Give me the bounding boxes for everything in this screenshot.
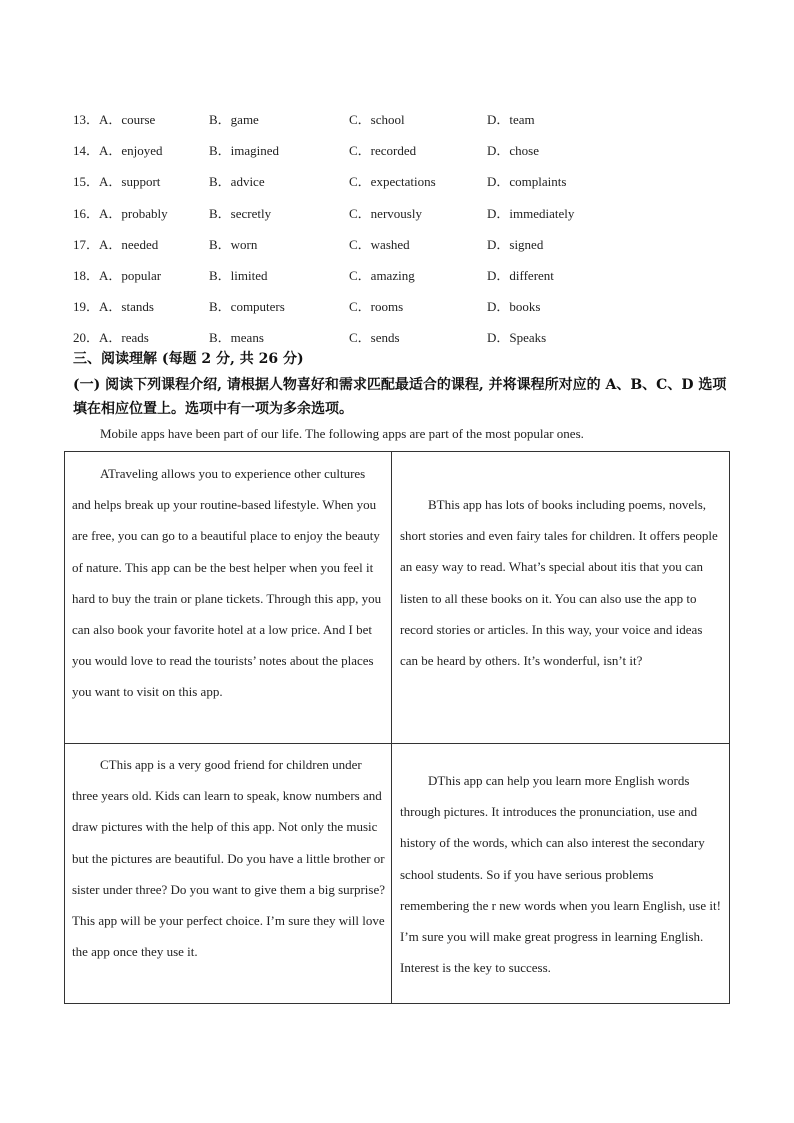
app-c-label: C xyxy=(100,757,109,772)
table-divider-horizontal xyxy=(65,743,729,744)
instructions: (一) 阅读下列课程介绍, 请根据人物喜好和需求匹配最适合的课程, 并将课程所对应的 A、B、C、D 选项填在相应位置上。选项中有一项为多余选项。 xyxy=(73,377,727,417)
option-b: B．means xyxy=(209,330,264,346)
question-row xyxy=(73,165,733,196)
question-row xyxy=(73,134,733,165)
question-row xyxy=(73,197,733,228)
option-c: C．nervously xyxy=(349,205,422,221)
option-a: A．enjoyed xyxy=(99,143,163,159)
option-d: D．complaints xyxy=(487,174,567,190)
cloze-options xyxy=(73,103,733,353)
question-number: 20． xyxy=(73,330,100,346)
question-row xyxy=(73,103,733,134)
app-b-cell xyxy=(400,489,722,676)
option-b: B．imagined xyxy=(209,143,280,159)
option-d: D．books xyxy=(487,299,541,315)
option-c: C．rooms xyxy=(349,299,404,315)
apps-table xyxy=(64,451,730,1004)
option-b: B．advice xyxy=(209,174,265,190)
app-d-label: D xyxy=(428,773,438,788)
app-d-text: This app can help you learn more English words through pictures. It introduces the pronunciation, use and history of the words, which can also interest the secondary school students. So if you have serious problems remembering the r new words when you learn English, use it! I’m sure you will make great progress in learning English. Interest is the key to success. xyxy=(400,773,721,976)
option-a: A．support xyxy=(99,174,161,190)
option-a: A．popular xyxy=(99,268,162,284)
option-c: C．sends xyxy=(349,330,400,346)
option-c: C．recorded xyxy=(349,143,417,159)
option-d: D．team xyxy=(487,112,535,128)
option-d: D．immediately xyxy=(487,205,575,221)
app-a-cell xyxy=(72,458,385,708)
question-number: 14． xyxy=(73,143,100,159)
option-c: C．expectations xyxy=(349,174,436,190)
app-b-text: This app has lots of books including poems, novels, short stories and even fairy tales for children. It offers people an easy way to read. What’s special about itis that you can listen to all these books on it. You can also use the app to record stories or articles. In this way, your voice and ideas can be heard by others. It’s wonderful, isn’t it? xyxy=(400,497,718,669)
option-c: C．school xyxy=(349,112,405,128)
option-b: B．worn xyxy=(209,236,258,252)
option-d: D．chose xyxy=(487,143,539,159)
option-c: C．washed xyxy=(349,236,410,252)
question-number: 15． xyxy=(73,174,100,190)
option-d: D．different xyxy=(487,268,554,284)
question-row xyxy=(73,290,733,321)
option-a: A．course xyxy=(99,112,156,128)
option-b: B．computers xyxy=(209,299,285,315)
option-a: A．stands xyxy=(99,299,154,315)
passage-intro: Mobile apps have been part of our life. The following apps are part of the most popular ones. xyxy=(100,426,584,441)
option-c: C．amazing xyxy=(349,268,415,284)
option-b: B．secretly xyxy=(209,205,272,221)
question-row xyxy=(73,259,733,290)
question-row xyxy=(73,228,733,259)
option-d: D．signed xyxy=(487,236,544,252)
option-b: B．limited xyxy=(209,268,268,284)
table-divider-vertical xyxy=(391,452,392,1003)
question-number: 17． xyxy=(73,236,100,252)
option-b: B．game xyxy=(209,112,259,128)
question-number: 18． xyxy=(73,268,100,284)
app-c-cell xyxy=(72,749,385,967)
option-a: A．needed xyxy=(99,236,159,252)
app-c-text: This app is a very good friend for children under three years old. Kids can learn to speak, know numbers and draw pictures with the help of this app. Not only the music but the pictures are beautiful. Do you have a little brother or sister under three? Do you want to give them a big surprise? This app will be your perfect choice. I’m sure they will love the app once they use it. xyxy=(72,757,385,960)
question-number: 16． xyxy=(73,205,100,221)
app-a-text: Traveling allows you to experience other cultures and helps break up your routine-based lifestyle. When you are free, you can go to a beautiful place to enjoy the beauty of nature. This app can be the best helper when you feel it hard to buy the train or plane tickets. Through this app, you can also book your favorite hotel at a low price. And I bet you would love to read the tourists’ notes about the places you want to visit on this app. xyxy=(72,466,382,700)
app-d-cell xyxy=(400,765,722,983)
question-number: 19． xyxy=(73,299,100,315)
app-b-label: B xyxy=(428,497,437,512)
question-number: 13． xyxy=(73,112,100,128)
app-a-label: A xyxy=(100,466,108,481)
section-title: 三、阅读理解 (每题 2 分, 共 26 分) xyxy=(73,351,304,367)
option-a: A．reads xyxy=(99,330,149,346)
option-a: A．probably xyxy=(99,205,168,221)
option-d: D．Speaks xyxy=(487,330,547,346)
